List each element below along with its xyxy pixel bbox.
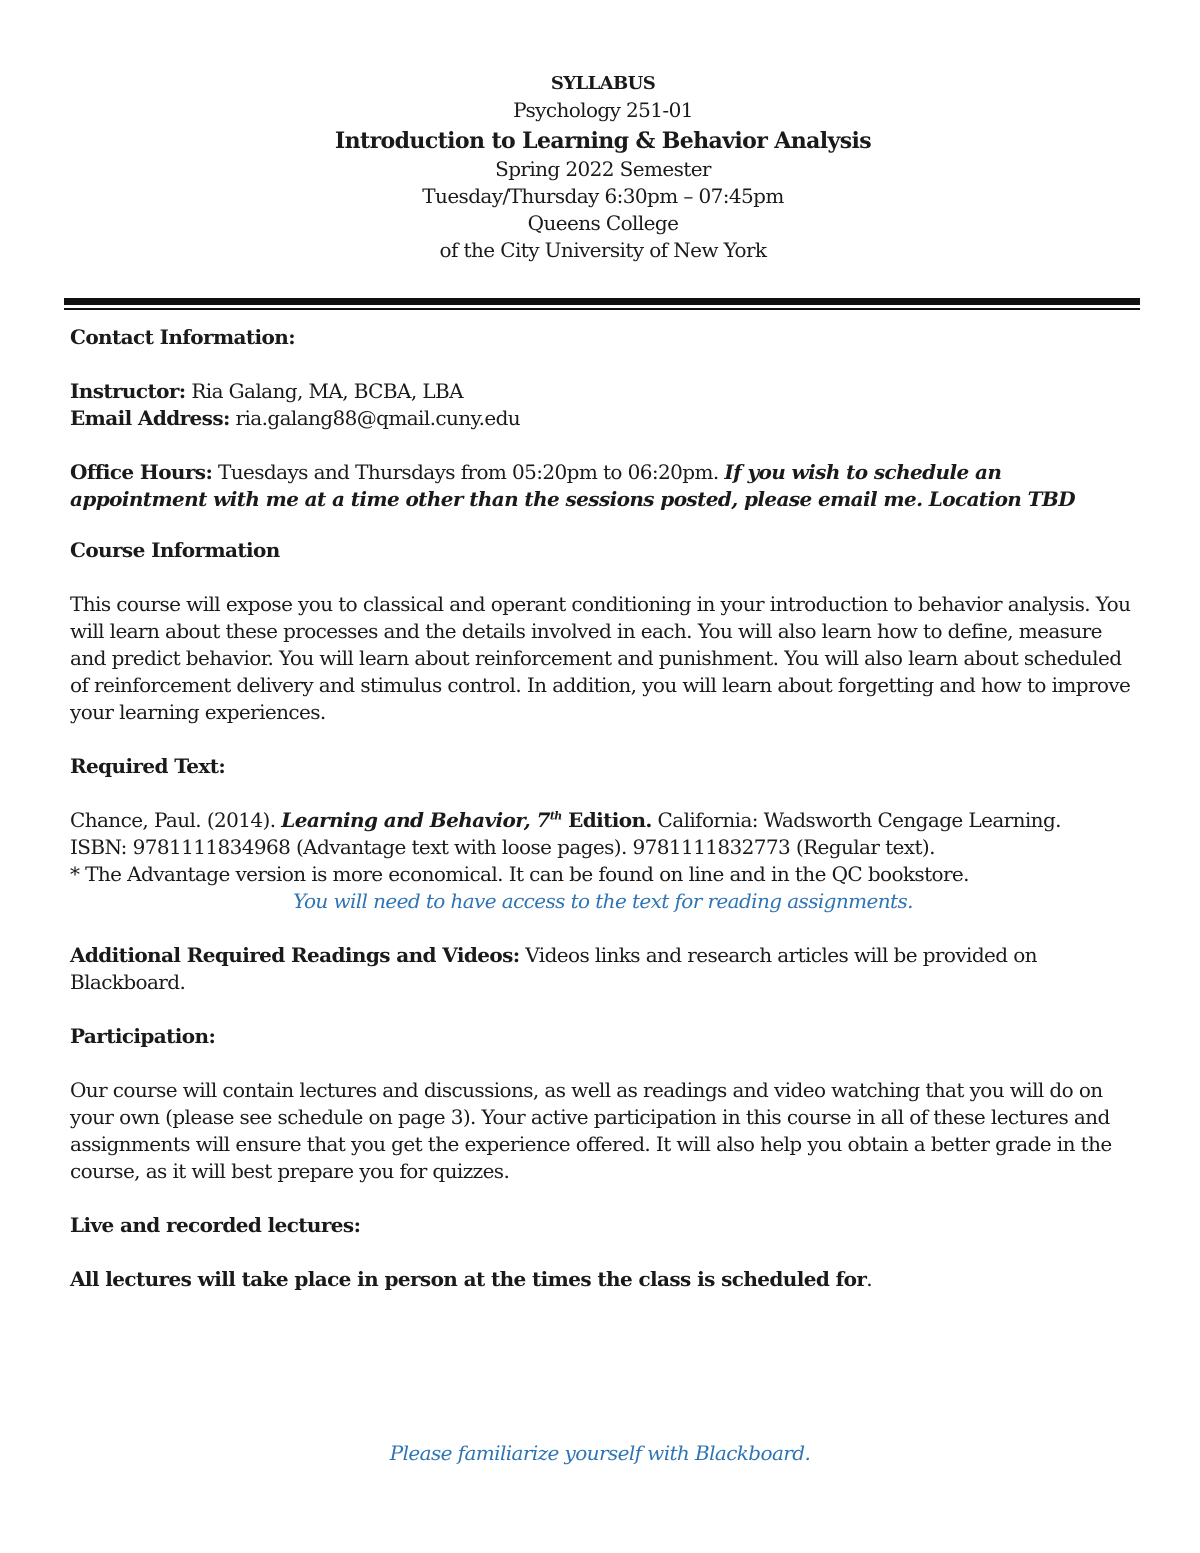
citation-publisher: California: Wadsworth Cengage Learning.: [651, 808, 1061, 832]
required-text-heading: Required Text:: [70, 754, 226, 778]
lectures-heading: Live and recorded lectures:: [70, 1213, 361, 1237]
advantage-note: * The Advantage version is more economical. It can be found on line and in the QC bookstore.: [70, 862, 969, 886]
textbook-citation: [70, 807, 1136, 834]
instructor-value: Ria Galang, MA, BCBA, LBA: [185, 379, 463, 403]
additional-readings-label: Additional Required Readings and Videos:: [70, 943, 520, 967]
email-line: [70, 405, 1136, 432]
citation-author: Chance, Paul. (2014).: [70, 808, 282, 832]
additional-readings-body: Videos links and research articles will be provided on Blackboard.: [70, 943, 1037, 994]
course-title: Introduction to Learning & Behavior Analysis: [334, 128, 872, 154]
class-schedule: Tuesday/Thursday 6:30pm – 07:45pm: [422, 184, 784, 208]
isbn-line: ISBN: 9781111834968 (Advantage text with loose pages). 9781111832773 (Regular text).: [70, 835, 935, 859]
syllabus-page: [70, 70, 1136, 1293]
header-divider: [64, 298, 1140, 310]
office-hours-line: [70, 459, 1136, 513]
text-access-note: You will need to have access to the text for reading assignments.: [293, 889, 913, 913]
participation-body: Our course will contain lectures and discussions, as well as readings and video watching that you will do on your own (please see schedule on page 3). Your active participation in this course in all of these lectures and assignments will ensure that you get the experience offered. It will also help you obtain a better grade in the course, as it will best prepare you for quizzes.: [70, 1078, 1112, 1183]
office-hours-value: Tuesdays and Thursdays from 05:20pm to 06:20pm.: [212, 460, 725, 484]
additional-readings: [70, 942, 1136, 996]
university-name: of the City University of New York: [439, 238, 767, 262]
instructor-line: [70, 378, 1136, 405]
course-info-heading: Course Information: [70, 538, 280, 562]
semester: Spring 2022 Semester: [495, 157, 711, 181]
course-code: Psychology 251-01: [513, 98, 693, 122]
email-value: ria.galang88@qmail.cuny.edu: [229, 406, 521, 430]
citation-sup: th: [549, 809, 562, 823]
lectures-body: [70, 1266, 1136, 1293]
syllabus-header: [70, 70, 1136, 264]
college-name: Queens College: [527, 211, 679, 235]
citation-title: Learning and Behavior, 7: [281, 808, 550, 832]
lectures-body-end: .: [866, 1267, 873, 1291]
instructor-label: Instructor:: [70, 379, 186, 403]
blackboard-footer-note: Please familiarize yourself with Blackboard.: [389, 1441, 811, 1465]
office-hours-note: If you wish to schedule an appointment with me at a time other than the sessions posted, please email me. Location TBD: [70, 460, 1075, 511]
email-label: Email Address:: [70, 406, 230, 430]
office-hours-label: Office Hours:: [70, 460, 213, 484]
course-info-body: This course will expose you to classical and operant conditioning in your introduction to behavior analysis. You will learn about these processes and the details involved in each. You will also learn how to define, measure and predict behavior. You will learn about reinforcement and punishment. You will also learn about scheduled of reinforcement delivery and stimulus control. In addition, you will learn about forgetting and how to improve your learning experiences.: [70, 592, 1131, 724]
syllabus-label: SYLLABUS: [550, 73, 656, 94]
participation-heading: Participation:: [70, 1024, 216, 1048]
contact-heading: Contact Information:: [70, 325, 295, 349]
lectures-body-bold: All lectures will take place in person at the times the class is scheduled for: [70, 1267, 867, 1291]
citation-edition: Edition.: [561, 808, 652, 832]
